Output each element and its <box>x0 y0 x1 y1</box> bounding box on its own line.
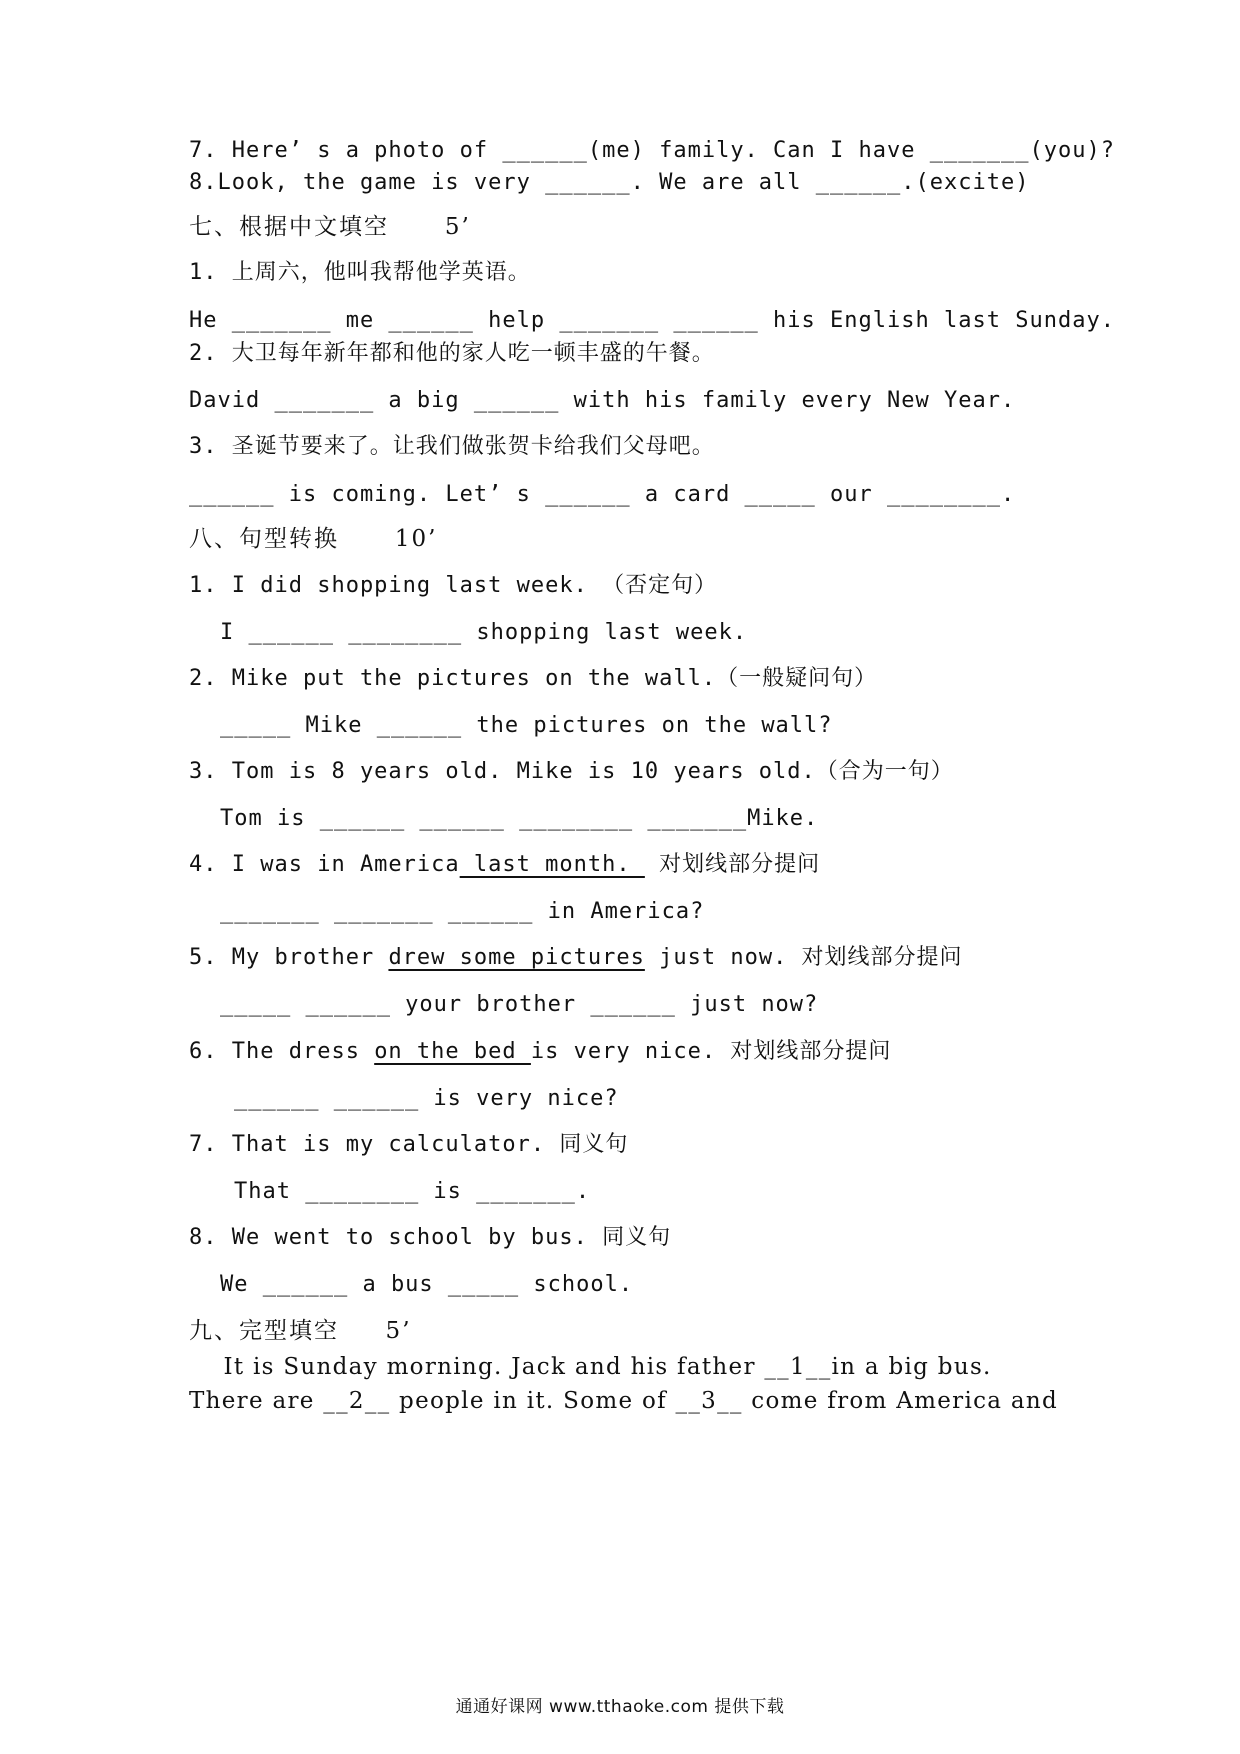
transform-4-underlined: last month. <box>459 852 645 877</box>
transform-6-answer: ______ ______ is very nice? <box>234 1086 619 1111</box>
cloze-passage-line-2: There are __2__ people in it. Some of __3__ come from America and <box>189 1388 1059 1414</box>
transform-4-post: 对划线部分提问 <box>644 852 821 877</box>
translate-3-english: ______ is coming. Let’ s ______ a card _____ our ________. <box>189 482 1016 507</box>
page-footer: 通通好课网 www.tthaoke.com 提供下载 <box>455 1697 785 1717</box>
transform-3-question: 3. Tom is 8 years old. Mike is 10 years old.（合为一句） <box>189 759 954 784</box>
transform-5-underlined: drew some pictures <box>388 945 645 970</box>
transform-4-question <box>189 850 820 880</box>
cloze-passage-line-1: It is Sunday morning. Jack and his father __1__in a big bus. <box>189 1354 992 1380</box>
transform-7-answer: That ________ is _______. <box>234 1179 591 1204</box>
transform-6-pre: 6. The dress <box>189 1039 375 1064</box>
transform-5-post: just now. 对划线部分提问 <box>644 945 963 970</box>
transform-6-post: is very nice. 对划线部分提问 <box>530 1039 892 1064</box>
translate-2-english: David _______ a big ______ with his family every New Year. <box>189 388 1016 413</box>
section-7-heading: 七、根据中文填空 5’ <box>189 214 471 240</box>
transform-5-pre: 5. My brother <box>189 945 389 970</box>
transform-1-answer: I ______ ________ shopping last week. <box>220 620 748 645</box>
transform-2-answer: _____ Mike ______ the pictures on the wall? <box>220 713 833 738</box>
question-8-fill: 8.Look, the game is very ______. We are all ______.(excite) <box>189 170 1030 195</box>
transform-5-question <box>189 943 963 973</box>
transform-8-answer: We ______ a bus _____ school. <box>220 1272 634 1297</box>
translate-3-chinese: 3. 圣诞节要来了。让我们做张贺卡给我们父母吧。 <box>189 434 715 459</box>
transform-5-answer: _____ ______ your brother ______ just now? <box>220 992 819 1017</box>
question-7-fill: 7. Here’ s a photo of ______(me) family. Can I have _______(you)? <box>189 138 1115 163</box>
transform-7-question: 7. That is my calculator. 同义句 <box>189 1132 629 1157</box>
section-9-heading: 九、完型填空 5’ <box>189 1318 412 1344</box>
section-8-heading: 八、句型转换 10’ <box>189 526 438 552</box>
transform-2-question: 2. Mike put the pictures on the wall.（一般疑问句） <box>189 666 878 691</box>
translate-2-chinese: 2. 大卫每年新年都和他的家人吃一顿丰盛的午餐。 <box>189 341 715 366</box>
transform-4-pre: 4. I was in America <box>189 852 460 877</box>
transform-6-question <box>189 1037 891 1067</box>
translate-1-english: He _______ me ______ help _______ ______ his English last Sunday. <box>189 308 1115 333</box>
transform-4-answer: _______ _______ ______ in America? <box>220 899 705 924</box>
translate-1-chinese: 1. 上周六，他叫我帮他学英语。 <box>189 260 531 285</box>
transform-8-question: 8. We went to school by bus. 同义句 <box>189 1225 672 1250</box>
transform-6-underlined: on the bed <box>374 1039 531 1064</box>
transform-1-question: 1. I did shopping last week. （否定句） <box>189 573 718 598</box>
transform-3-answer: Tom is ______ ______ ________ _______Mike. <box>220 806 819 831</box>
